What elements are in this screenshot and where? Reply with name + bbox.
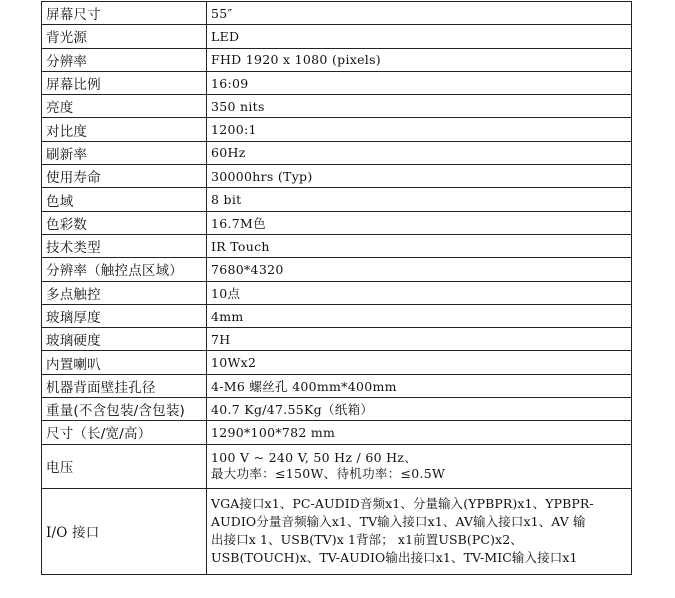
spec-row-io [42,488,632,574]
spec-row [42,281,632,304]
spec-label: 分辨率（触控点区域） [42,258,207,281]
io-line-3: 出接口x 1、USB(TV)x 1背部； x1前置USB(PC)x2、 [211,532,523,548]
spec-label: 玻璃厚度 [42,304,207,327]
spec-row [42,141,632,164]
spec-value-io [207,488,632,574]
spec-label: 多点触控 [42,281,207,304]
spec-row [42,48,632,71]
spec-row [42,258,632,281]
spec-label: 使用寿命 [42,165,207,188]
spec-label-voltage: 电压 [42,444,207,488]
spec-value: 55″ [207,2,632,25]
spec-label: 色彩数 [42,211,207,234]
spec-value: 7680*4320 [207,258,632,281]
spec-label: 刷新率 [42,141,207,164]
spec-value: 10点 [207,281,632,304]
spec-value: LED [207,25,632,48]
spec-row [42,71,632,94]
spec-value: 16:09 [207,71,632,94]
spec-value: IR Touch [207,234,632,257]
io-line-1: VGA接口x1、PC-AUDID音频x1、分量输入(YPBPR)x1、YPBPR- [211,496,594,512]
io-line-2: AUDIO分量音频输入x1、TV输入接口x1、AV输入接口x1、AV 输 [211,514,586,530]
spec-label: 背光源 [42,25,207,48]
spec-value: 8 bit [207,188,632,211]
spec-row [42,165,632,188]
spec-label: 尺寸（长/宽/高） [42,421,207,444]
spec-label: 色域 [42,188,207,211]
spec-value: FHD 1920 x 1080 (pixels) [207,48,632,71]
spec-row [42,2,632,25]
spec-value: 30000hrs (Typ) [207,165,632,188]
spec-row [42,25,632,48]
spec-value: 350 nits [207,95,632,118]
spec-label: 亮度 [42,95,207,118]
spec-value: 60Hz [207,141,632,164]
spec-row [42,304,632,327]
spec-label: 分辨率 [42,48,207,71]
spec-row [42,398,632,421]
spec-label: 机器背面壁挂孔径 [42,374,207,397]
spec-value: 4mm [207,304,632,327]
spec-value: 1290*100*782 mm [207,421,632,444]
voltage-line-1: 100 V ~ 240 V, 50 Hz / 60 Hz、 [211,450,417,466]
spec-label-io: I/O 接口 [42,488,207,574]
spec-row [42,118,632,141]
spec-table-body-extra [42,444,632,574]
spec-row [42,374,632,397]
spec-label: 内置喇叭 [42,351,207,374]
spec-label: 屏幕比例 [42,71,207,94]
spec-value: 4-M6 螺丝孔 400mm*400mm [207,374,632,397]
spec-label: 对比度 [42,118,207,141]
spec-label: 玻璃硬度 [42,328,207,351]
spec-value: 10Wx2 [207,351,632,374]
spec-value: 40.7 Kg/47.55Kg（纸箱） [207,398,632,421]
spec-row [42,328,632,351]
spec-value: 16.7M色 [207,211,632,234]
spec-table-body [42,2,632,445]
spec-row [42,188,632,211]
spec-table [41,1,632,575]
spec-value-voltage [207,444,632,488]
spec-row [42,421,632,444]
spec-row [42,234,632,257]
spec-row [42,95,632,118]
spec-label: 技术类型 [42,234,207,257]
spec-value: 7H [207,328,632,351]
spec-row [42,211,632,234]
spec-row [42,351,632,374]
spec-label: 屏幕尺寸 [42,2,207,25]
voltage-line-2: 最大功率：≤150W、待机功率：≤0.5W [211,466,446,482]
spec-row-voltage [42,444,632,488]
spec-value: 1200:1 [207,118,632,141]
spec-label: 重量(不含包装/含包装) [42,398,207,421]
io-line-4: USB(TOUCH)x、TV-AUDIO输出接口x1、TV-MIC输入接口x1 [211,550,578,566]
